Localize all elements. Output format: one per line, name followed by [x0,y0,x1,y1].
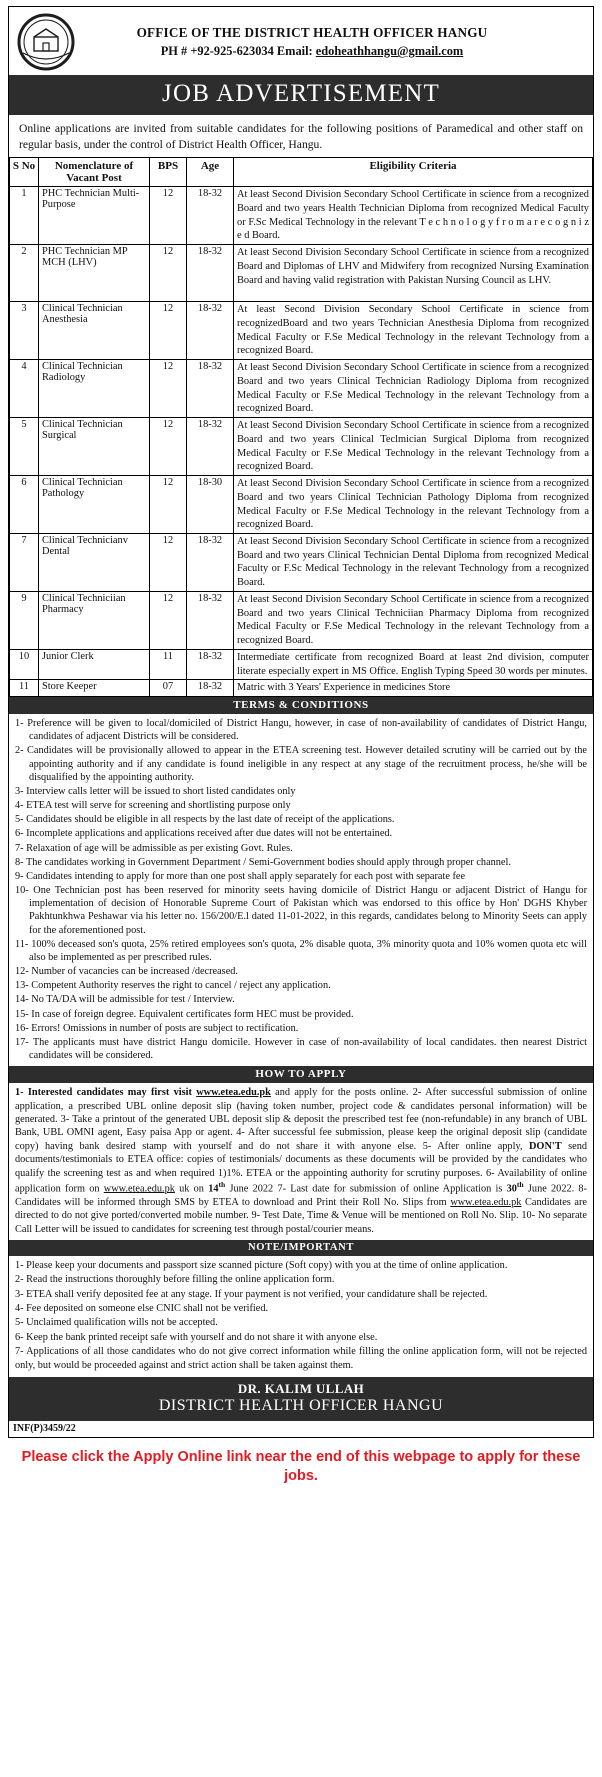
howto-part-2: and apply for the posts online. 2- After successful submission of online application, a prescribed UBL online deposit slip (having token number, project code & candidates personal information) will be generated. 3- Take a printout of the generated UBL deposit slip & deposit the prescribed test fee (non-refundable) in any branch of UBL Bank, UBL OMNI agent, Easy paisa App or agent. 4- After successful fee submission, please keep the original deposit slip (candidate copy) having bank desired stamp with yourself and do not share it with anyone else. 5- After online apply, [15,1087,588,1152]
cell-age: 18-30 [187,476,234,534]
terms-item: 11- 100% deceased son's quota, 25% retired employees son's quota, 2% disable quota, 3% minority quota and 10% women quota etc will also be implemented as per prescribed rules. [15,938,587,963]
table-row [10,187,593,245]
intro-paragraph: Online applications are invited from suitable candidates for the following positions of Paramedical and other staff on regular basis, under the control of District Health Officer, Hangu. [19,122,583,151]
terms-item: 17- The applicants must have district Hangu domicile. However in case of non-availability of local candidates. then nearest District candidates will be considered. [15,1037,587,1062]
how-to-apply-text [9,1083,593,1240]
howto-date-start: 14 [208,1183,219,1195]
advertisement-box [8,6,594,1438]
terms-item: 6- Incomplete applications and applications received after due dates will not be entertained. [15,828,393,840]
cell-bps: 12 [150,360,187,418]
terms-item: 14- No TA/DA will be admissible for test / Interview. [15,994,235,1006]
cell-criteria: At least Second Division Secondary School Certificate in science from a recognized Board and two years Clinical Technician Dental Diploma from recognized Medical Faculty or F.Sc Medical Technology in the relevant Technology from a recognized Board. [234,533,593,591]
note-text [9,1256,593,1377]
note-item: 2- Read the instructions thoroughly before filling the online application form. [15,1274,335,1286]
office-title: OFFICE OF THE DISTRICT HEALTH OFFICER HANGU [136,24,488,40]
howto-part-5: June 2022 7- Last date for submission of online Application is [225,1183,507,1195]
table-row [10,418,593,476]
cell-sno: 4 [10,360,39,418]
cell-post: Clinical Technician Pathology [39,476,150,534]
cell-post: Clinical Technician Surgical [39,418,150,476]
terms-item: 4- ETEA test will serve for screening and shortlisting purpose only [15,800,291,812]
etea-website-link-3[interactable]: www.etea.edu.pk [450,1196,522,1208]
col-criteria: Eligibility Criteria [234,158,593,187]
contact-line [77,43,547,59]
cell-criteria: At least Second Division Secondary School Certificate in science from a recognized Board and two years Health Technician Diploma from recognized Medical Faculty or F.Sc Medical Technology in the relevant T e c h n o l o g y f r o m a r e c o g n i z e d Board. [234,187,593,245]
cell-post: Junior Clerk [39,649,150,679]
cell-bps: 12 [150,245,187,302]
cell-sno: 11 [10,680,39,697]
table-row [10,591,593,649]
etea-website-link-2[interactable]: www.etea.edu.pk [103,1183,175,1195]
terms-item: 7- Relaxation of age will be admissible as per existing Govt. Rules. [15,842,293,854]
cell-criteria: At least Second Division Secondary School Certificate in science from recognizedBoard and two years Technician Anesthesia Diploma from recognized Medical Faculty or F.Se Medical Technology in the relevant Technology from a recognized Board. [234,302,593,360]
col-age: Age [187,158,234,187]
terms-item: 5- Candidates should be eligible in all respects by the last date of receipt of the applications. [15,814,395,826]
col-post: Nomenclature of Vacant Post [39,158,150,187]
cell-age: 18-32 [187,680,234,697]
vacancy-table [9,157,593,697]
signatory-designation: DISTRICT HEALTH OFFICER HANGU [158,1396,444,1414]
cell-age: 18-32 [187,187,234,245]
cell-criteria: At least Second Division Secondary School Certificate in science from a recognized Board and Diplomas of LHV and Midwifery from recognized Nursing Examination Board and having valid registration with Pakistan Nursing Council as LHV. [234,245,593,302]
advertisement-title: JOB ADVERTISEMENT [162,80,440,107]
terms-item: 13- Competent Authority reserves the right to cancel / reject any application. [15,980,331,992]
table-row [10,360,593,418]
howto-date-start-sup: th [218,1179,226,1189]
signature-band [9,1377,593,1421]
howto-part-3: send documents/testimonials to ETEA office: copies of testimonials/ documents as these documents will be provided by the candidates who qualify the screening test as and when required 1)1%. ETEA or the appointing authority for scrutiny purposes. 6- Availability of online application form on [15,1140,587,1195]
cell-age: 18-32 [187,245,234,302]
header-text-block [77,25,587,60]
howto-part-7: Candidates are directed to do not give ported/converted mobile number. 9- Test Date, Time & Venue will be mentioned on Roll No. Slip. 10- No separate Call Letter will be issued to candidates for screening test through postal/courier means. [15,1196,587,1235]
terms-item: 3- Interview calls letter will be issued to short listed candidates only [15,785,296,797]
terms-item: 1- Preference will be given to local/domiciled of District Hangu, however, in case of non-availability of candidates of District Hangu, candidates of adjacent Districts will be considered. [15,718,587,743]
cell-post: Clinical Technician Radiology [39,360,150,418]
cell-sno: 7 [10,533,39,591]
cell-bps: 12 [150,418,187,476]
cell-age: 18-32 [187,649,234,679]
howto-date-end: 30 [506,1183,517,1195]
cell-age: 18-32 [187,591,234,649]
cell-criteria: At least Second Division Secondary School Certificate in science from a recognized Board and two years Clinical Teclmician Surgical Diploma from recognized Medical Faculty or F.Se Medical Technology in the relevant Technology from a recognized Board. [234,418,593,476]
table-row [10,302,593,360]
cell-bps: 12 [150,302,187,360]
howto-part-6: June 2022. 8- Candidates will be informed through SMS by ETEA to download and Print their Roll No. Slips from [15,1183,587,1208]
cell-criteria: Matric with 3 Years' Experience in medicines Store [234,680,593,697]
cell-bps: 12 [150,187,187,245]
cell-criteria: At least Second Division Secondary School Certificate in science from a recognized Board and two years Clinical Technician Pathology Diploma from recognized Medical Faculty or F.Se Medical Technology in the relevant Technology from a recognized Board. [234,476,593,534]
note-item: 3- ETEA shall verify deposited fee at any stage. If your payment is not verified, your candidature shall be rejected. [15,1288,488,1300]
howto-date-end-sup: th [516,1179,524,1189]
table-row [10,533,593,591]
note-item: 7- Applications of all those candidates who do not give correct information while filling the online application form, will not be rejected only, but would be proceeded against and strict action shall be taken against them. [15,1346,587,1371]
cell-bps: 11 [150,649,187,679]
cell-post: Clinical Techniciian Pharmacy [39,591,150,649]
terms-item: 9- Candidates intending to apply for more than one post shall apply separately for each post with separate fee [15,870,466,882]
cell-criteria: At least Second Division Secondary School Certificate in science from a recognized Board and two years Clinical Techniciian Pharmacy Diploma from recognized Medical Faculty or F.Se Medical Technology in the relevant Technology from a recognized Board. [234,591,593,649]
cell-post: PHC Technician Multi-Purpose [39,187,150,245]
document-header [9,7,593,75]
cell-sno: 1 [10,187,39,245]
note-item: 5- Unclaimed qualification wills not be accepted. [15,1317,218,1329]
cell-criteria: Intermediate certificate from recognized Board at least 2nd division, computer literate especially expert in MS Office. English Typing Speed 30 words per minutes. [234,649,593,679]
terms-item: 2- Candidates will be provisionally allowed to appear in the ETEA screening test. However detailed scrutiny will be carried out by the appointing authority and if any candidate is found ineligible in any respect at any stage of the recruitment process, he/she will be disqualified by the appointing authority. [15,745,587,783]
table-row [10,476,593,534]
cell-age: 18-32 [187,302,234,360]
terms-item: 15- In case of foreign degree. Equivalent certificates form HEC must be provided. [15,1008,354,1020]
terms-list [9,714,593,1066]
terms-heading: TERMS & CONDITIONS [9,697,593,714]
signatory-name: DR. KALIM ULLAH [237,1380,365,1396]
cell-sno: 3 [10,302,39,360]
cell-post: Clinical Technician Anesthesia [39,302,150,360]
cell-post: PHC Technician MP MCH (LHV) [39,245,150,302]
cell-criteria: At least Second Division Secondary School Certificate in science from a recognized Board and two years Clinical Technician Radiology Diploma from recognized Medical Faculty or F.Se Medical Technology in the relevant Technology from a recognized Board. [234,360,593,418]
note-heading: NOTE/IMPORTANT [9,1240,593,1256]
cell-age: 18-32 [187,533,234,591]
cell-age: 18-32 [187,418,234,476]
cell-bps: 07 [150,680,187,697]
cell-sno: 10 [10,649,39,679]
terms-item: 10- One Technician post has been reserved for minority seets having domicile of District Hangu or adjacent District of Hangu for implementation of decision of Honorable Supreme Court of Pakistan which was endorsed to this office by Hon' DGHS Khyber Pakhtunkhwa Peshawar via his letter no. 156/200/E.l dated 11-01-2022, in this regards, candidates belong to Minority Seets can apply for the aforementioned post. [15,885,587,936]
cell-bps: 12 [150,533,187,591]
table-header-row [10,158,593,187]
how-to-apply-heading: HOW TO APPLY [9,1066,593,1083]
cell-sno: 2 [10,245,39,302]
howto-part-4: uk on [174,1183,209,1195]
etea-website-link-1[interactable]: www.etea.edu.pk [196,1087,271,1099]
job-advertisement-band [9,75,593,115]
cell-age: 18-32 [187,360,234,418]
terms-item: 8- The candidates working in Government Department / Semi-Government bodies should apply through proper channel. [15,856,511,868]
cell-bps: 12 [150,591,187,649]
table-row [10,680,593,697]
table-row [10,245,593,302]
government-emblem-icon [15,11,77,73]
terms-item: 16- Errors! Omissions in number of posts are subject to rectification. [15,1022,299,1034]
cell-post: Clinical Technicianv Dental [39,533,150,591]
email-text: edoheathhangu@gmail.com [315,44,464,59]
phone-text: PH # +92-925-623034 Email: [160,44,316,59]
cell-bps: 12 [150,476,187,534]
note-item: 4- Fee deposited on someone else CNIC shall not be verified. [15,1303,269,1315]
cell-sno: 5 [10,418,39,476]
cell-sno: 6 [10,476,39,534]
note-item: 6- Keep the bank printed receipt safe with yourself and do not share it with anyone else. [15,1331,378,1343]
howto-dont: DON'T [529,1140,562,1152]
terms-item: 12- Number of vacancies can be increased /decreased. [15,966,238,978]
note-item: 1- Please keep your documents and passport size scanned picture (Soft copy) with you at the time of online application. [15,1259,508,1271]
howto-lead: 1- Interested candidates may first visit [15,1087,197,1099]
col-bps: BPS [150,158,187,187]
apply-online-note: Please click the Apply Online link near the end of this webpage to apply for these jobs. [21,1448,581,1484]
table-row [10,649,593,679]
cell-sno: 9 [10,591,39,649]
cell-post: Store Keeper [39,680,150,697]
col-sno: S No [10,158,39,187]
inf-code: INF(P)3459/22 [13,1422,76,1434]
